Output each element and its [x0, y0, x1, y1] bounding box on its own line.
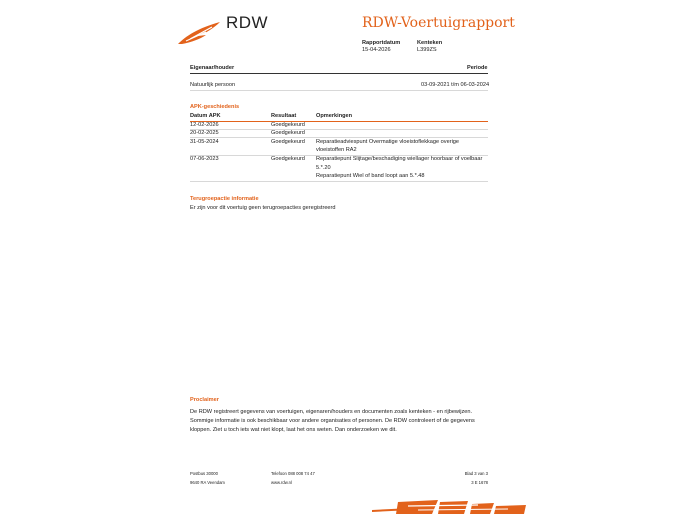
- plate-value: L399ZS: [417, 47, 437, 53]
- table-row-remark: Reparatiepunt Slijtage/beschadiging wiellager hoorbaar of voelbaar: [316, 156, 483, 162]
- footer-page: Blad 3 van 3: [464, 471, 488, 476]
- footer-code: 3 E 1678: [471, 480, 488, 485]
- period-column-header: Periode: [467, 65, 488, 71]
- table-row-result: Goedgekeurd: [271, 139, 305, 145]
- table-row-remark: Reparatieadviespunt Overmatige vloeistoflekkage overige: [316, 139, 460, 145]
- footer-city: 9640 RA Veendam: [190, 480, 225, 485]
- disclaimer-line: De RDW registreert gegevens van voertuigen, eigenaren/houders en documenten zoals kenteken - en rijbewijzen.: [190, 409, 473, 415]
- rdw-stripes-graphic-icon: [368, 498, 528, 514]
- table-row-remark: Reparatiepunt Wiel of band loopt aan 5.*.48: [316, 173, 425, 179]
- owner-row-rule: [190, 90, 488, 91]
- table-row-rule: [190, 181, 488, 182]
- report-date-label: Rapportdatum: [362, 40, 401, 46]
- footer-postbus: Postbus 30000: [190, 471, 218, 476]
- owner-header-rule: [190, 73, 488, 74]
- plate-label: Kenteken: [417, 40, 443, 46]
- apk-remarks-header: Opmerkingen: [316, 113, 353, 119]
- table-row-result: Goedgekeurd: [271, 130, 305, 136]
- disclaimer-line: Sommige informatie is ook beschikbaar voor andere organisaties of personen. De RDW controleert of de gegevens: [190, 418, 475, 424]
- owner-value: Natuurlijk persoon: [190, 82, 236, 88]
- table-row-date: 07-06-2023: [190, 156, 219, 162]
- owner-column-header: Eigenaar/houder: [190, 65, 235, 71]
- table-row-result: Goedgekeurd: [271, 156, 305, 162]
- table-row-date: 20-02-2025: [190, 130, 219, 136]
- recall-section-title: Terugroepactie informatie: [190, 196, 259, 202]
- footer-phone: Telefoon 088 008 74 47: [271, 471, 315, 476]
- report-title: RDW-Voertuigrapport: [362, 15, 515, 31]
- disclaimer-line: kloppen. Ziet u toch iets wat niet klopt, laat het ons weten. Dan onderzoeken we dit.: [190, 427, 397, 433]
- table-row-date: 12-02-2026: [190, 122, 219, 128]
- recall-text: Er zijn voor dit voertuig geen terugroepacties geregistreerd: [190, 205, 336, 211]
- table-row-remark: 5.*.20: [316, 165, 331, 171]
- disclaimer-title: Proclaimer: [190, 397, 219, 403]
- logo-text: RDW: [226, 13, 269, 32]
- apk-header-rule: [190, 121, 488, 122]
- table-row-rule: [190, 129, 488, 130]
- footer-web[interactable]: www.rdw.nl: [271, 480, 292, 485]
- period-value: 03-09-2021 t/m 06-03-2024: [421, 82, 490, 88]
- report-date-value: 15-04-2026: [362, 47, 391, 53]
- apk-section-title: APK-geschiedenis: [190, 104, 240, 110]
- table-row-result: Goedgekeurd: [271, 122, 305, 128]
- table-row-remark: vloeistoffen RA2: [316, 147, 357, 153]
- apk-date-header: Datum APK: [190, 113, 221, 119]
- apk-result-header: Resultaat: [271, 113, 297, 119]
- table-row-date: 31-05-2024: [190, 139, 219, 145]
- rdw-wing-logo-icon: [176, 20, 222, 46]
